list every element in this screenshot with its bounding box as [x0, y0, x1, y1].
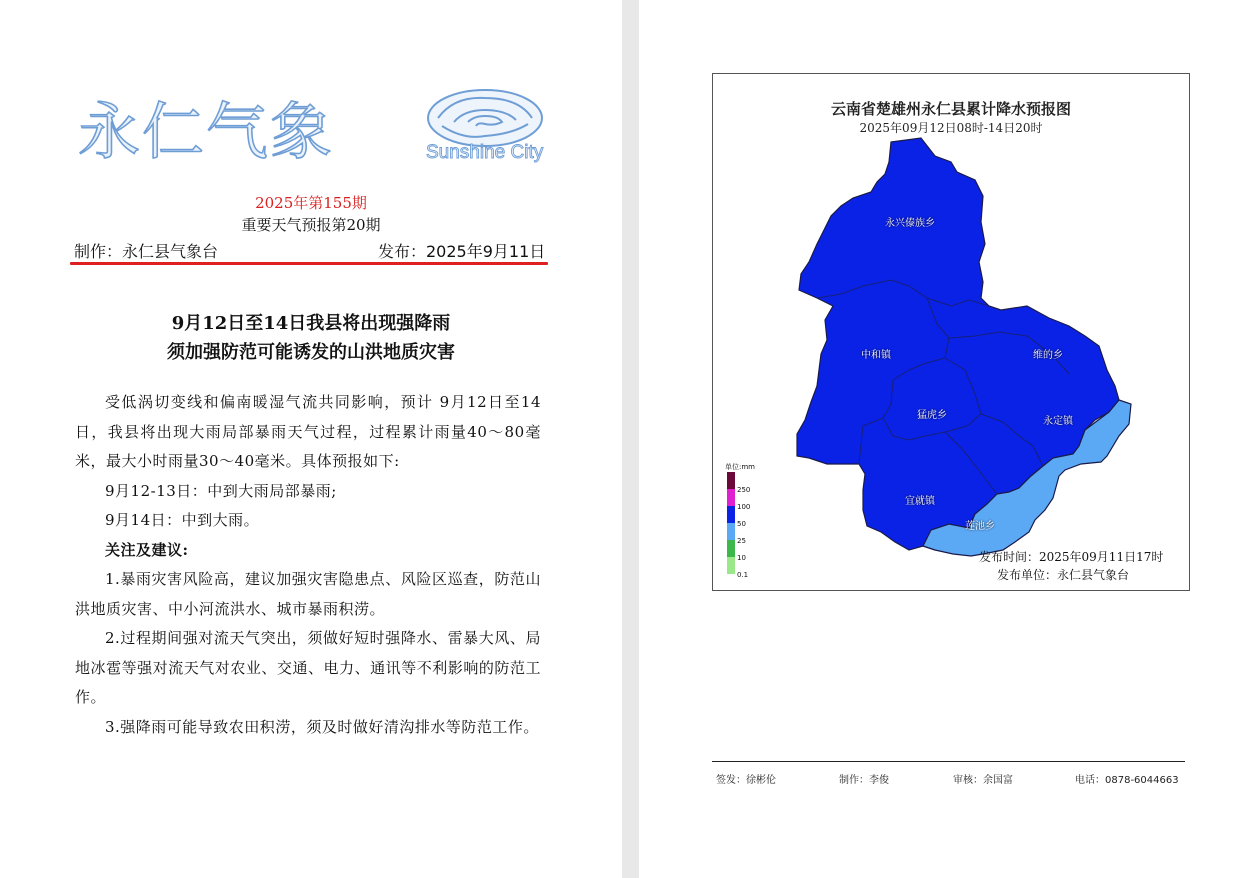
body-paragraph: 9月14日：中到大雨。: [105, 511, 260, 529]
headline-line-1: 9月12日至14日我县将出现强降雨: [171, 313, 451, 334]
header-divider: [70, 262, 548, 265]
body-paragraph: 9月12-13日：中到大雨局部暴雨;: [105, 481, 337, 500]
town-label: 莲池乡: [965, 521, 995, 532]
legend-tick-label: 50: [737, 520, 746, 528]
legend-swatch: [727, 506, 735, 523]
bulletin-body: [75, 388, 541, 742]
town-label: 猛虎乡: [917, 410, 947, 421]
logo-caption: Sunshine City: [426, 142, 544, 163]
issue-number: 2025年第155期: [255, 194, 367, 212]
bulletin-page-left: [0, 0, 622, 878]
county-map-svg: [713, 74, 1191, 592]
headline-line-2: 须加强防范可能诱发的山洪地质灾害: [167, 342, 455, 363]
legend-tick-label: 25: [737, 537, 746, 545]
legend-tick-label: 0.1: [737, 571, 749, 579]
legend-swatch: [727, 472, 735, 489]
release-date: 发布：2025年9月11日: [378, 242, 546, 261]
town-label: 中和镇: [861, 350, 891, 361]
footer-signer: 签发：徐彬伦: [716, 775, 776, 786]
legend-swatch: [727, 540, 735, 557]
map-subtitle: 2025年09月12日08时-14日20时: [859, 121, 1043, 135]
issue-unit: 发布单位：永仁县气象台: [997, 568, 1130, 582]
town-label: 宜就镇: [905, 496, 935, 507]
section-heading: 关注及建议:: [105, 540, 189, 559]
masthead: [74, 80, 554, 170]
footer-reviewer: 审核：余国富: [953, 775, 1013, 786]
body-paragraph: 2.过程期间强对流天气突出，须做好短时强降水、雷暴大风、局地冰雹等强对流天气对农业、交通、电力、通讯等不利影响的防范工作。: [75, 629, 541, 706]
bulletin-page-right: [639, 0, 1260, 878]
byline: [72, 239, 548, 261]
body-paragraph: 受低涡切变线和偏南暖湿气流共同影响，预计 9月12日至14日，我县将出现大雨局部暴雨天气过程，过程累计雨量40～80毫米，最大小时雨量30～40毫米。具体预报如下:: [75, 393, 541, 470]
legend-swatch: [727, 557, 735, 574]
masthead-title: 永仁气象: [78, 95, 335, 168]
rainfall-forecast-map: [712, 73, 1190, 591]
town-label: 维的乡: [1033, 350, 1063, 361]
body-paragraph: 3.强降雨可能导致农田积涝，须及时做好清沟排水等防范工作。: [105, 717, 539, 736]
footer-maker: 制作：李俊: [839, 775, 889, 786]
legend-tick-label: 250: [737, 486, 751, 494]
legend-unit: 单位:mm: [725, 463, 755, 471]
body-paragraph: 1.暴雨灾害风险高，建议加强灾害隐患点、风险区巡查，防范山洪地质灾害、中小河流洪水、城市暴雨积涝。: [75, 570, 541, 618]
legend-swatch: [727, 489, 735, 506]
town-label: 永定镇: [1043, 416, 1073, 427]
issue-time: 发布时间：2025年09月11日17时: [979, 550, 1164, 564]
legend-tick-label: 100: [737, 503, 751, 511]
footer-phone: 电话：0878-6044663: [1075, 775, 1179, 786]
producer: 制作：永仁县气象台: [74, 242, 219, 261]
issue-subtitle: 重要天气预报第20期: [241, 216, 381, 234]
map-title: 云南省楚雄州永仁县累计降水预报图: [830, 100, 1071, 118]
footer-divider: [712, 761, 1185, 762]
legend-tick-label: 10: [737, 554, 746, 562]
heavy-rain-area: [797, 138, 1119, 550]
legend-swatch: [727, 523, 735, 540]
town-label: 永兴傣族乡: [885, 218, 935, 229]
precipitation-legend: [725, 462, 765, 582]
